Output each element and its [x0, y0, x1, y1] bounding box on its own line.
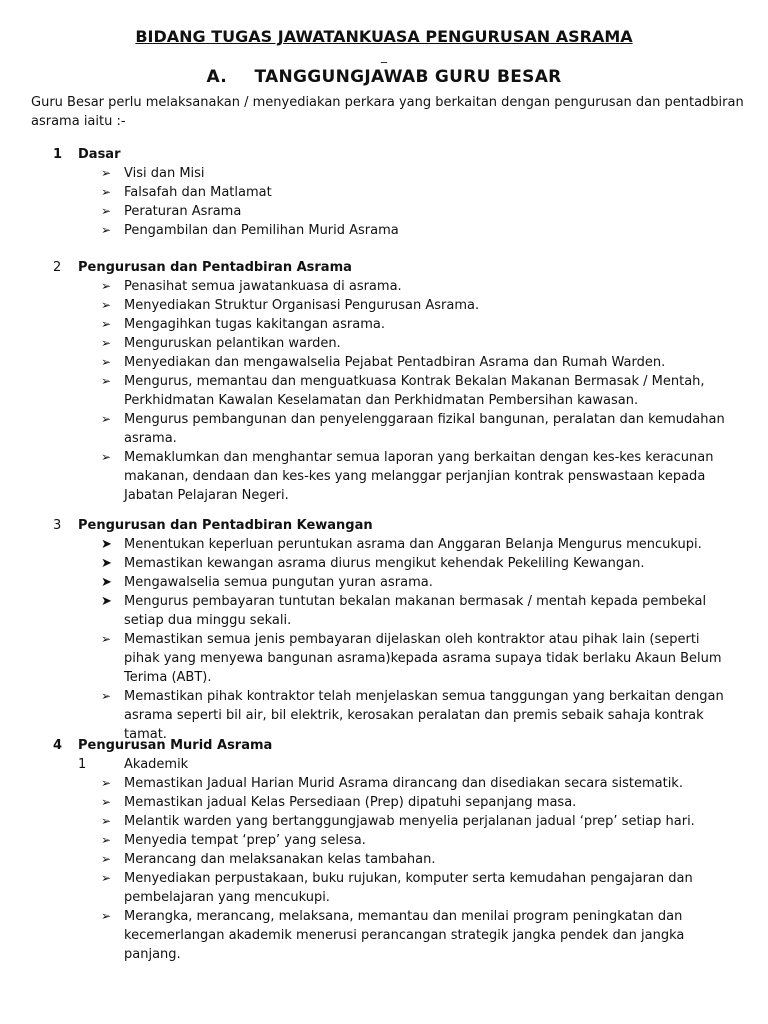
arrowhead-bullet-icon: ➢: [101, 204, 112, 218]
arrowhead-bullet-icon: ➢: [101, 166, 112, 180]
list-item: ➢ Merancang dan melaksanakan kelas tambahan.: [101, 852, 436, 867]
list-item: ➢ Menyediakan Struktur Organisasi Pengurusan Asrama.: [101, 298, 480, 313]
list-item: ➤ Mengawalselia semua pungutan yuran asrama.: [101, 575, 433, 590]
list-item: ➢ Memaklumkan dan menghantar semua laporan yang berkaitan dengan kes-kes keracunan makanan, dendaan dan kes-kes yang melanggar perjanjian kontrak penswastaan kepada Jabatan Pelajaran Negeri.: [101, 450, 714, 503]
arrowhead-bullet-icon: ➤: [101, 556, 112, 571]
arrowhead-bullet-icon: ➢: [101, 450, 112, 464]
arrowhead-bullet-icon: ➤: [101, 575, 112, 590]
section-item-list: [0, 277, 768, 505]
arrowhead-bullet-icon: ➢: [101, 355, 112, 369]
list-item: ➢ Penasihat semua jawatankuasa di asrama.: [101, 279, 402, 294]
arrowhead-bullet-icon: ➢: [101, 852, 112, 866]
list-item: ➢ Merangka, merancang, melaksana, memantau dan menilai program peningkatan dan kecemerlangan akademik menerusi perancangan strategik jangka pendek dan jangka panjang.: [101, 909, 685, 962]
arrowhead-bullet-icon: ➢: [101, 689, 112, 703]
arrowhead-bullet-icon: ➢: [101, 795, 112, 809]
arrowhead-bullet-icon: ➢: [101, 317, 112, 331]
arrowhead-bullet-icon: ➢: [101, 298, 112, 312]
section-label: Pengurusan dan Pentadbiran Kewangan: [78, 518, 373, 533]
section-number: 1: [53, 147, 63, 162]
list-item: ➢ Menguruskan pelantikan warden.: [101, 336, 341, 351]
section-pengurusan-murid: [0, 736, 768, 964]
list-item: ➢ Menyedia tempat ‘prep’ yang selesa.: [101, 833, 366, 848]
section-pengurusan-asrama: [0, 258, 768, 505]
section-title: TANGGUNGJAWAB GURU BESAR: [254, 67, 562, 87]
section-number: 4: [53, 738, 63, 753]
arrowhead-bullet-icon: ➢: [101, 279, 112, 293]
arrowhead-bullet-icon: ➢: [101, 776, 112, 790]
section-letter: A.: [206, 67, 227, 87]
subsection-number: 1: [78, 757, 87, 772]
list-item: ➢ Peraturan Asrama: [101, 204, 242, 219]
section-pengurusan-kewangan: [0, 516, 768, 744]
section-dasar: [0, 145, 768, 240]
section-label: Pengurusan dan Pentadbiran Asrama: [78, 260, 352, 275]
section-item-list: [0, 164, 768, 240]
section-item-list: [0, 774, 768, 964]
section-label: Dasar: [78, 147, 121, 162]
arrowhead-bullet-icon: ➢: [101, 223, 112, 237]
intro-paragraph: Guru Besar perlu melaksanakan / menyediakan perkara yang berkaitan dengan pengurusan dan pentadbiran asrama iaitu :-: [31, 95, 744, 129]
list-item: ➤ Menentukan keperluan peruntukan asrama dan Anggaran Belanja Mengurus mencukupi.: [101, 537, 702, 552]
arrowhead-bullet-icon: ➢: [101, 374, 112, 388]
list-item: ➢ Mengurus pembangunan dan penyelenggaraan fizikal bangunan, peralatan dan kemudahan asrama.: [101, 412, 725, 446]
list-item: ➢ Memastikan Jadual Harian Murid Asrama dirancang dan disediakan secara sistematik.: [101, 776, 683, 791]
title-separator: _: [381, 49, 387, 63]
list-item: ➢ Mengagihkan tugas kakitangan asrama.: [101, 317, 385, 332]
arrowhead-bullet-icon: ➤: [101, 594, 112, 609]
section-label: Pengurusan Murid Asrama: [78, 738, 273, 753]
section-heading: [0, 68, 768, 87]
section-item-list: [0, 535, 768, 744]
list-item: ➤ Mengurus pembayaran tuntutan bekalan makanan bermasak / mentah kepada pembekal setiap dua minggu sekali.: [101, 594, 707, 628]
document-title: BIDANG TUGAS JAWATANKUASA PENGURUSAN ASRAMA: [135, 27, 633, 46]
arrowhead-bullet-icon: ➢: [101, 871, 112, 885]
arrowhead-bullet-icon: ➢: [101, 833, 112, 847]
list-item: ➢ Memastikan pihak kontraktor telah menjelaskan semua tanggungan yang berkaitan dengan asrama seperti bil air, bil elektrik, kerosakan peralatan dan premis sebaik sahaja kontrak tamat.: [101, 689, 724, 742]
section-number: 3: [53, 518, 62, 533]
subsection-label: Akademik: [124, 757, 189, 772]
arrowhead-bullet-icon: ➢: [101, 909, 112, 923]
arrowhead-bullet-icon: ➢: [101, 412, 112, 426]
list-item: ➢ Falsafah dan Matlamat: [101, 185, 272, 200]
arrowhead-bullet-icon: ➢: [101, 814, 112, 828]
section-number: 2: [53, 260, 62, 275]
list-item: ➢ Menyediakan perpustakaan, buku rujukan, komputer serta kemudahan pengajaran dan pembelajaran yang mencukupi.: [101, 871, 693, 905]
list-item: ➢ Memastikan semua jenis pembayaran dijelaskan oleh kontraktor atau pihak lain (seperti pihak yang menyewa bangunan asrama)kepada asrama supaya tidak berlaku Akaun Belum Terima (ABT).: [101, 632, 722, 685]
list-item: ➢ Mengurus, memantau dan menguatkuasa Kontrak Bekalan Makanan Bermasak / Mentah, Perkhidmatan Kawalan Keselamatan dan Perkhidmatan Pembersihan kawasan.: [101, 374, 705, 408]
list-item: ➤ Memastikan kewangan asrama diurus mengikut kehendak Pekeliling Kewangan.: [101, 556, 645, 571]
subsection-akademik: [0, 755, 768, 774]
list-item: ➢ Melantik warden yang bertanggungjawab menyelia perjalanan jadual ‘prep’ setiap hari.: [101, 814, 695, 829]
arrowhead-bullet-icon: ➢: [101, 632, 112, 646]
arrowhead-bullet-icon: ➢: [101, 185, 112, 199]
list-item: ➢ Memastikan jadual Kelas Persediaan (Prep) dipatuhi sepanjang masa.: [101, 795, 577, 810]
list-item: ➢ Pengambilan dan Pemilihan Murid Asrama: [101, 223, 399, 238]
arrowhead-bullet-icon: ➤: [101, 537, 112, 552]
arrowhead-bullet-icon: ➢: [101, 336, 112, 350]
list-item: ➢ Menyediakan dan mengawalselia Pejabat Pentadbiran Asrama dan Rumah Warden.: [101, 355, 666, 370]
list-item: ➢ Visi dan Misi: [101, 166, 205, 181]
